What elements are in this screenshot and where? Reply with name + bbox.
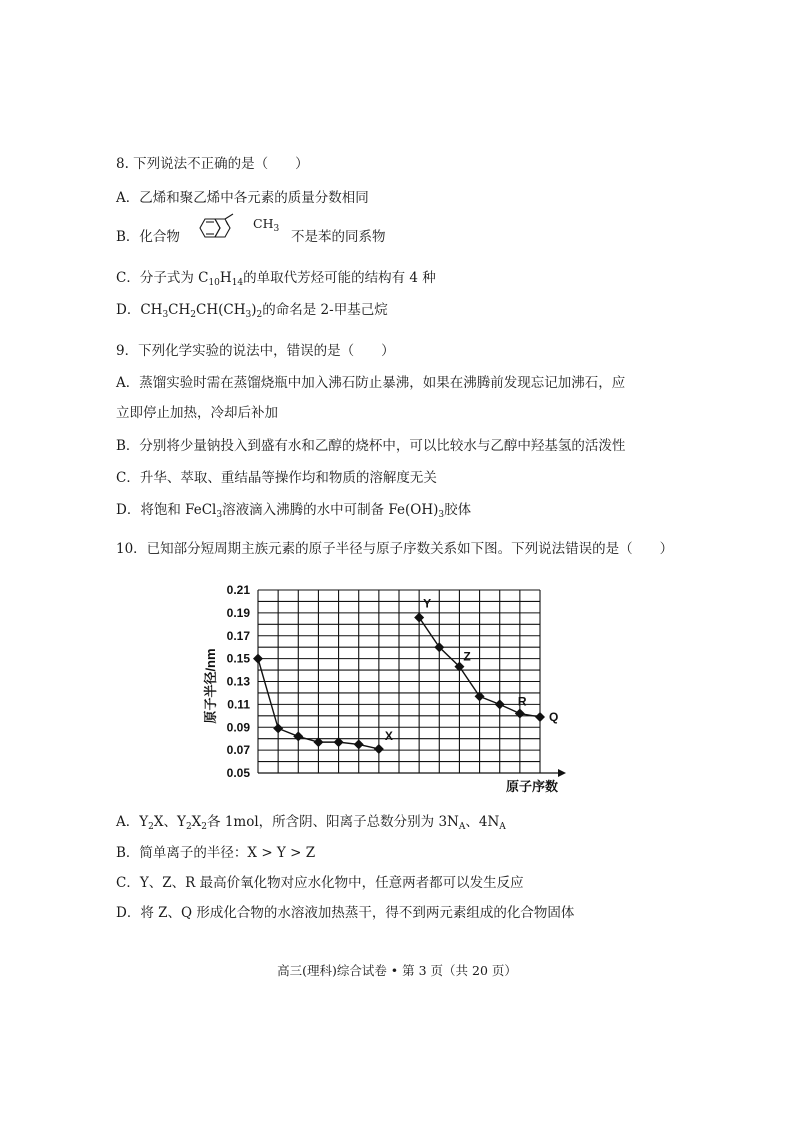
y-tick-label: 0.09	[226, 720, 250, 735]
data-point	[414, 612, 424, 622]
question-8-option-b-suffix: 不是苯的同系物	[291, 229, 386, 245]
y-tick-label: 0.05	[226, 766, 250, 780]
q8-c-sub2: 14	[231, 278, 244, 288]
point-label: Z	[463, 649, 471, 664]
q8-d-e: 的命名是 2-甲基己烷	[262, 302, 388, 318]
x-axis-arrow	[558, 769, 566, 777]
data-point	[374, 744, 384, 754]
data-point	[273, 723, 283, 733]
q8-c-mid: H	[219, 270, 232, 286]
data-point	[293, 731, 303, 741]
page-footer: 高三(理科)综合试卷 • 第 3 页（共 20 页）	[277, 963, 517, 978]
y-tick-label: 0.21	[226, 583, 250, 597]
question-9-option-a-line1: A．蒸馏实验时需在蒸馏烧瓶中加入沸石防止暴沸，如果在沸腾前发现忘记加沸石，应	[116, 375, 626, 391]
q8-d-b: CH	[168, 302, 191, 318]
y-tick-label: 0.15	[226, 651, 250, 666]
data-point	[535, 712, 545, 722]
question-9-option-a-line2: 立即停止加热，冷却后补加	[116, 405, 278, 421]
ch3-sub: 3	[273, 224, 280, 234]
question-10-title: 10．已知部分短周期主族元素的原子半径与原子序数关系如下图。下列说法错误的是（ ）	[116, 541, 674, 557]
q8-d-s3: 3	[245, 310, 252, 320]
question-9-option-c: C．升华、萃取、重结晶等操作均和物质的溶解度无关	[116, 470, 437, 486]
question-8-title: 8. 下列说法不正确的是（ ）	[116, 156, 309, 172]
question-8-option-c	[116, 269, 436, 287]
question-8-option-b-prefix: B．化合物	[116, 229, 180, 245]
q9-d-post: 胶体	[444, 502, 472, 518]
q10-a-s5: A	[499, 822, 506, 832]
y-tick-label: 0.17	[226, 628, 250, 643]
q10-a-s4: A	[458, 822, 466, 832]
q9-d-pre: D．将饱和 FeCl	[116, 502, 217, 518]
y-tick-labels	[227, 583, 251, 780]
y-axis-label: 原子半径/nm	[203, 648, 218, 724]
data-point	[253, 654, 263, 664]
q10-a-1: A．Y	[116, 814, 149, 830]
q8-c-pre: C．分子式为 C	[116, 270, 209, 286]
y-tick-label: 0.07	[226, 743, 250, 758]
question-10-option-d: D．将 Z、Q 形成化合物的水溶液加热蒸干，得不到两元素组成的化合物固体	[116, 905, 575, 921]
ch3-label	[253, 215, 279, 233]
question-9-option-b: B．分别将少量钠投入到盛有水和乙醇的烧杯中，可以比较水与乙醇中羟基氢的活泼性	[116, 438, 626, 454]
q8-c-post: 的单取代芳烃可能的结构有 4 种	[243, 270, 436, 286]
q10-a-5: 、4N	[465, 814, 500, 830]
point-label: X	[384, 728, 393, 743]
y-tick-label: 0.19	[226, 605, 250, 620]
question-9-title: 9．下列化学实验的说法中，错误的是（ ）	[116, 343, 395, 359]
q9-d-s2: 3	[438, 510, 445, 520]
q8-d-s4: 2	[256, 310, 263, 320]
q8-d-s2: 2	[190, 310, 197, 320]
q8-d-d: )	[251, 302, 257, 318]
x-axis-label: 原子序数	[505, 779, 559, 794]
question-9-option-d	[116, 501, 471, 519]
q10-a-s1: 2	[148, 822, 154, 832]
data-point	[515, 709, 525, 719]
ch3-text: CH	[253, 216, 274, 231]
y-tick-label: 0.11	[227, 697, 250, 712]
q8-d-c: CH(CH	[196, 302, 246, 318]
q10-a-2: X、Y	[153, 814, 186, 830]
q10-a-s3: 2	[201, 822, 208, 832]
q10-a-4: 各 1mol，所含阴、阳离子总数分别为 3N	[207, 814, 459, 830]
question-10-option-a	[116, 813, 506, 831]
point-label: Y	[423, 596, 432, 611]
question-10-option-b: B．简单离子的半径：X > Y > Z	[116, 845, 316, 861]
q8-d-s1: 3	[162, 310, 169, 320]
point-label: R	[517, 694, 527, 709]
question-8-option-d	[116, 301, 388, 319]
data-point	[354, 739, 364, 749]
point-label: Q	[549, 709, 559, 724]
question-8-option-a: A．乙烯和聚乙烯中各元素的质量分数相同	[116, 190, 369, 206]
q10-a-3: X	[191, 814, 202, 830]
q9-d-s1: 3	[216, 510, 223, 520]
q10-a-s2: 2	[185, 822, 192, 832]
q8-c-sub1: 10	[208, 278, 220, 288]
chart-grid	[258, 590, 566, 777]
atomic-radius-chart	[198, 578, 578, 800]
y-tick-label: 0.13	[226, 674, 250, 689]
q8-d-a: D．CH	[116, 302, 163, 318]
data-point	[495, 699, 505, 709]
q9-d-mid: 溶液滴入沸腾的水中可制备 Fe(OH)	[222, 502, 439, 518]
question-10-option-c: C．Y、Z、R 最高价氧化物对应水化物中，任意两者都可以发生反应	[116, 875, 524, 891]
